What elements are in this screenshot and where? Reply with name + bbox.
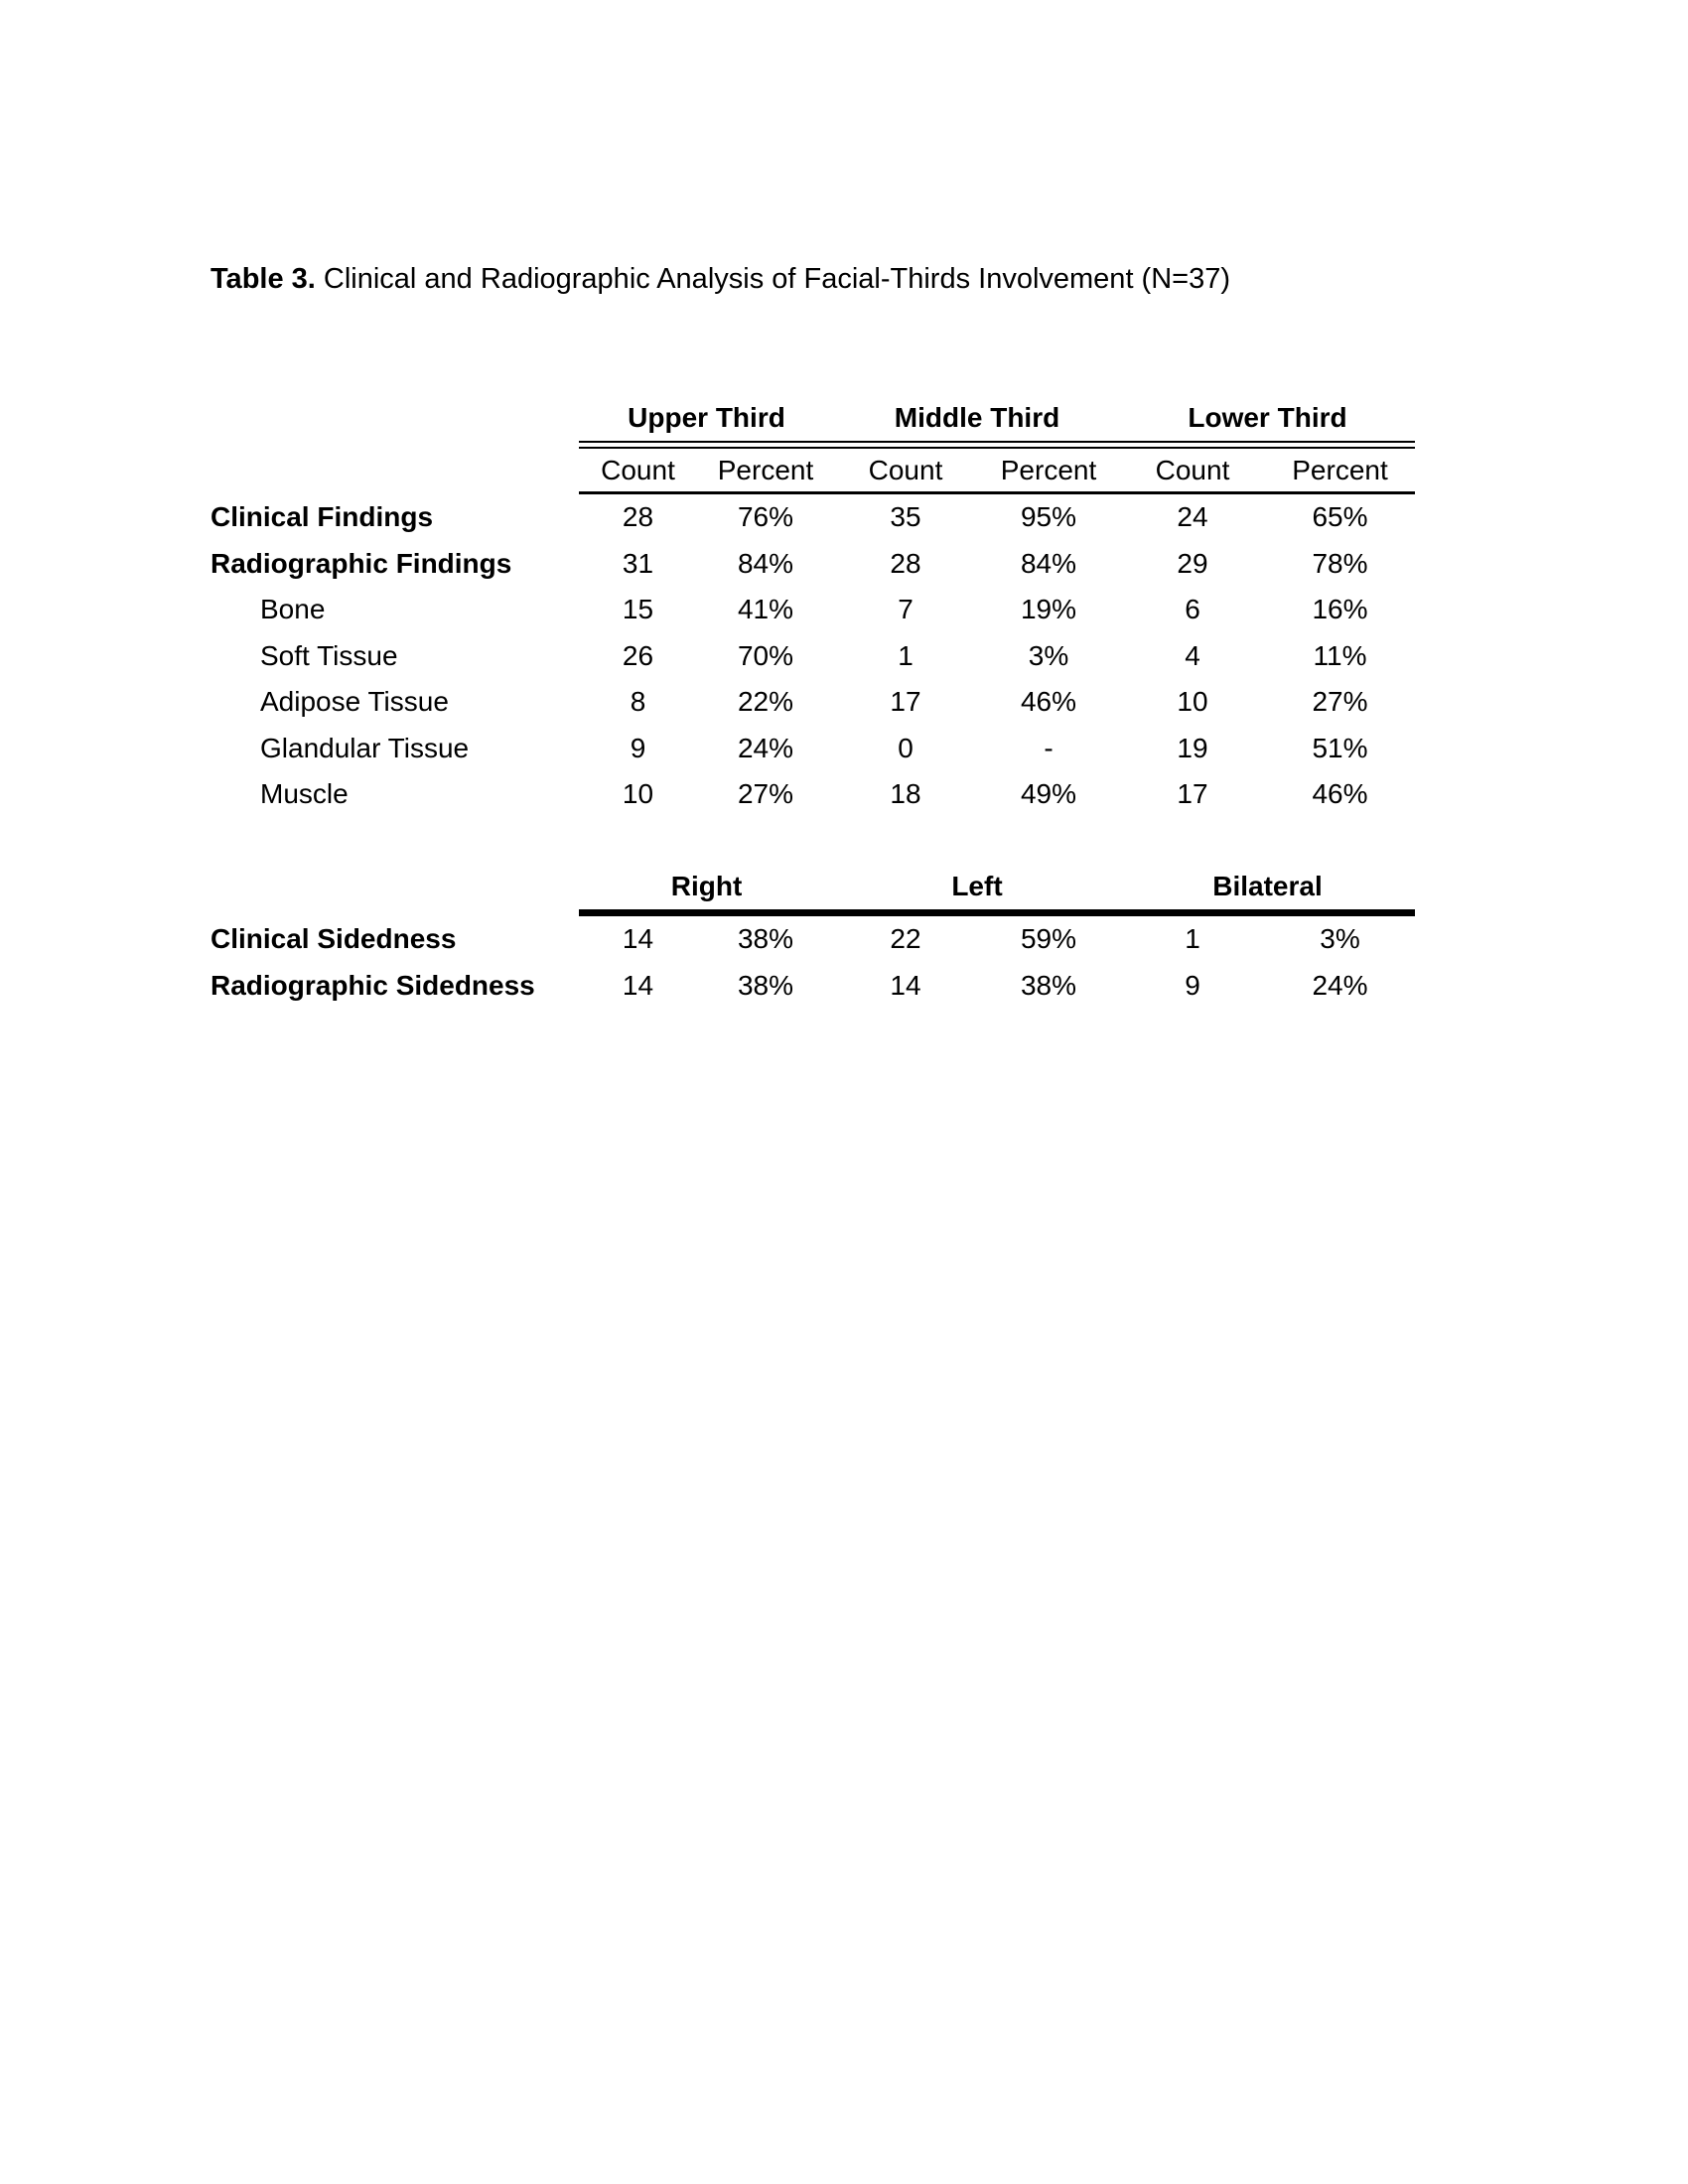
percent-cell: 84% — [1020, 547, 1077, 579]
group-header-upper-third: Upper Third — [628, 402, 785, 433]
count-cell: 14 — [622, 969, 654, 1001]
column-header-count: Count — [601, 454, 675, 485]
count-cell: 7 — [898, 594, 914, 625]
group-header-bilateral: Bilateral — [1212, 871, 1323, 901]
subheader-corner-spacer — [211, 449, 579, 491]
header-corner-spacer — [211, 395, 579, 441]
count-cell: 0 — [898, 732, 914, 763]
count-cell: 15 — [622, 594, 654, 625]
count-cell: 9 — [1185, 969, 1200, 1001]
count-cell: 9 — [630, 732, 646, 763]
percent-cell: 78% — [1312, 547, 1368, 579]
table-caption — [211, 261, 1230, 297]
percent-cell: 11% — [1313, 639, 1367, 671]
count-cell: 29 — [1177, 547, 1208, 579]
percent-cell: 76% — [737, 501, 794, 533]
count-cell: 10 — [1177, 686, 1208, 718]
group-header-left: Left — [951, 871, 1003, 901]
count-cell: 35 — [890, 501, 921, 533]
count-cell: 24 — [1177, 501, 1208, 533]
row-label: Radiographic Findings — [211, 547, 512, 579]
percent-cell: 3% — [1028, 639, 1069, 671]
count-cell: 14 — [890, 969, 921, 1001]
row-label: Clinical Findings — [211, 501, 434, 533]
row-label: Bone — [260, 594, 326, 625]
group-header-lower-third: Lower Third — [1188, 402, 1347, 433]
count-cell: 17 — [890, 686, 921, 718]
percent-cell: 41% — [737, 594, 794, 625]
column-header-percent: Percent — [1000, 454, 1097, 485]
percent-cell: 27% — [737, 778, 794, 810]
double-rule — [579, 441, 1415, 449]
percent-cell: 19% — [1020, 594, 1077, 625]
row-label: Clinical Sidedness — [211, 923, 457, 955]
count-cell: 22 — [890, 923, 921, 955]
row-label: Muscle — [260, 778, 349, 810]
group-header-middle-third: Middle Third — [894, 402, 1060, 433]
count-cell: 8 — [630, 686, 646, 718]
percent-cell: - — [1044, 732, 1054, 763]
count-cell: 26 — [622, 639, 654, 671]
count-cell: 28 — [890, 547, 921, 579]
count-cell: 4 — [1185, 639, 1200, 671]
percent-cell: 38% — [1020, 969, 1077, 1001]
percent-cell: 24% — [1312, 969, 1368, 1001]
percent-cell: 49% — [1020, 778, 1077, 810]
percent-cell: 22% — [737, 686, 794, 718]
count-cell: 18 — [890, 778, 921, 810]
percent-cell: 46% — [1312, 778, 1368, 810]
percent-cell: 84% — [737, 547, 794, 579]
table-caption-number: Table 3. — [211, 263, 316, 295]
percent-cell: 95% — [1020, 501, 1077, 533]
percent-cell: 38% — [737, 923, 794, 955]
percent-cell: 59% — [1020, 923, 1077, 955]
count-cell: 19 — [1177, 732, 1208, 763]
count-cell: 28 — [622, 501, 654, 533]
column-header-percent: Percent — [717, 454, 814, 485]
percent-cell: 70% — [737, 639, 794, 671]
percent-cell: 27% — [1312, 686, 1368, 718]
percent-cell: 65% — [1312, 501, 1368, 533]
sidedness-table — [211, 864, 1415, 1009]
percent-cell: 24% — [737, 732, 794, 763]
thick-header-rule — [579, 909, 1415, 916]
percent-cell: 16% — [1312, 594, 1368, 625]
column-header-percent: Percent — [1292, 454, 1388, 485]
count-cell: 17 — [1177, 778, 1208, 810]
row-label: Soft Tissue — [260, 639, 398, 671]
group-header-right: Right — [670, 871, 743, 901]
row-label: Glandular Tissue — [260, 732, 470, 763]
table-caption-text: Clinical and Radiographic Analysis of Facial-Thirds Involvement (N=37) — [315, 263, 1231, 295]
column-header-count: Count — [1155, 454, 1230, 485]
row-label: Radiographic Sidedness — [211, 969, 535, 1001]
count-cell: 6 — [1185, 594, 1200, 625]
count-cell: 31 — [622, 547, 654, 579]
count-cell: 1 — [1185, 923, 1200, 955]
row-label: Adipose Tissue — [260, 686, 449, 718]
percent-cell: 51% — [1312, 732, 1368, 763]
percent-cell: 38% — [737, 969, 794, 1001]
percent-cell: 46% — [1020, 686, 1077, 718]
percent-cell: 3% — [1320, 923, 1360, 955]
count-cell: 10 — [622, 778, 654, 810]
column-header-count: Count — [868, 454, 943, 485]
header-corner-spacer — [211, 864, 579, 909]
count-cell: 14 — [622, 923, 654, 955]
facial-thirds-table — [211, 395, 1415, 818]
count-cell: 1 — [898, 639, 914, 671]
